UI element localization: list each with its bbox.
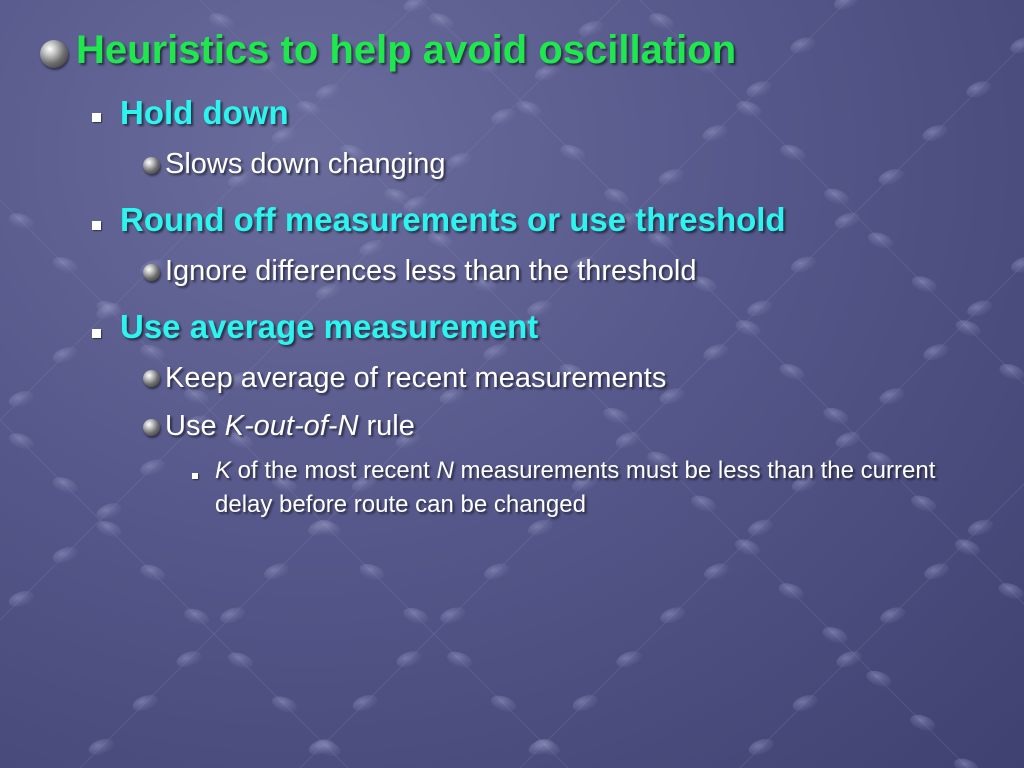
sub-bullet-ignore-differences: Ignore differences less than the threshold [165, 255, 697, 287]
kn-rule-term: K-out-of-N [224, 410, 359, 442]
bullet-hold-down: Hold down [120, 94, 289, 131]
square-bullet-icon [92, 221, 101, 230]
sub-bullet-slows-down: Slows down changing [165, 148, 446, 180]
square-bullet-icon [92, 329, 101, 338]
square-bullet-icon [92, 113, 101, 122]
sphere-bullet-icon [143, 264, 160, 281]
sphere-bullet-icon [40, 40, 68, 68]
kn-detail-k: K [215, 457, 232, 484]
bullet-average-measurement: Use average measurement [120, 308, 539, 345]
kn-detail-text2: measurements must be less than the current delay before route can be changed [215, 457, 936, 518]
slide-title: Heuristics to help avoid oscillation [76, 28, 737, 72]
square-bullet-icon [192, 473, 198, 479]
sphere-bullet-icon [143, 157, 160, 174]
kn-detail-text1: of the most recent [231, 457, 437, 484]
kn-rule-prefix: Use [165, 410, 225, 442]
kn-detail-n: N [436, 457, 454, 484]
bullet-round-off: Round off measurements or use threshold [120, 201, 786, 238]
kn-rule-detail [215, 454, 995, 522]
sphere-bullet-icon [143, 419, 160, 436]
sub-bullet-kn-rule [165, 410, 415, 443]
kn-rule-suffix: rule [358, 410, 415, 442]
sphere-bullet-icon [143, 370, 160, 387]
sub-bullet-keep-average: Keep average of recent measurements [165, 362, 667, 394]
